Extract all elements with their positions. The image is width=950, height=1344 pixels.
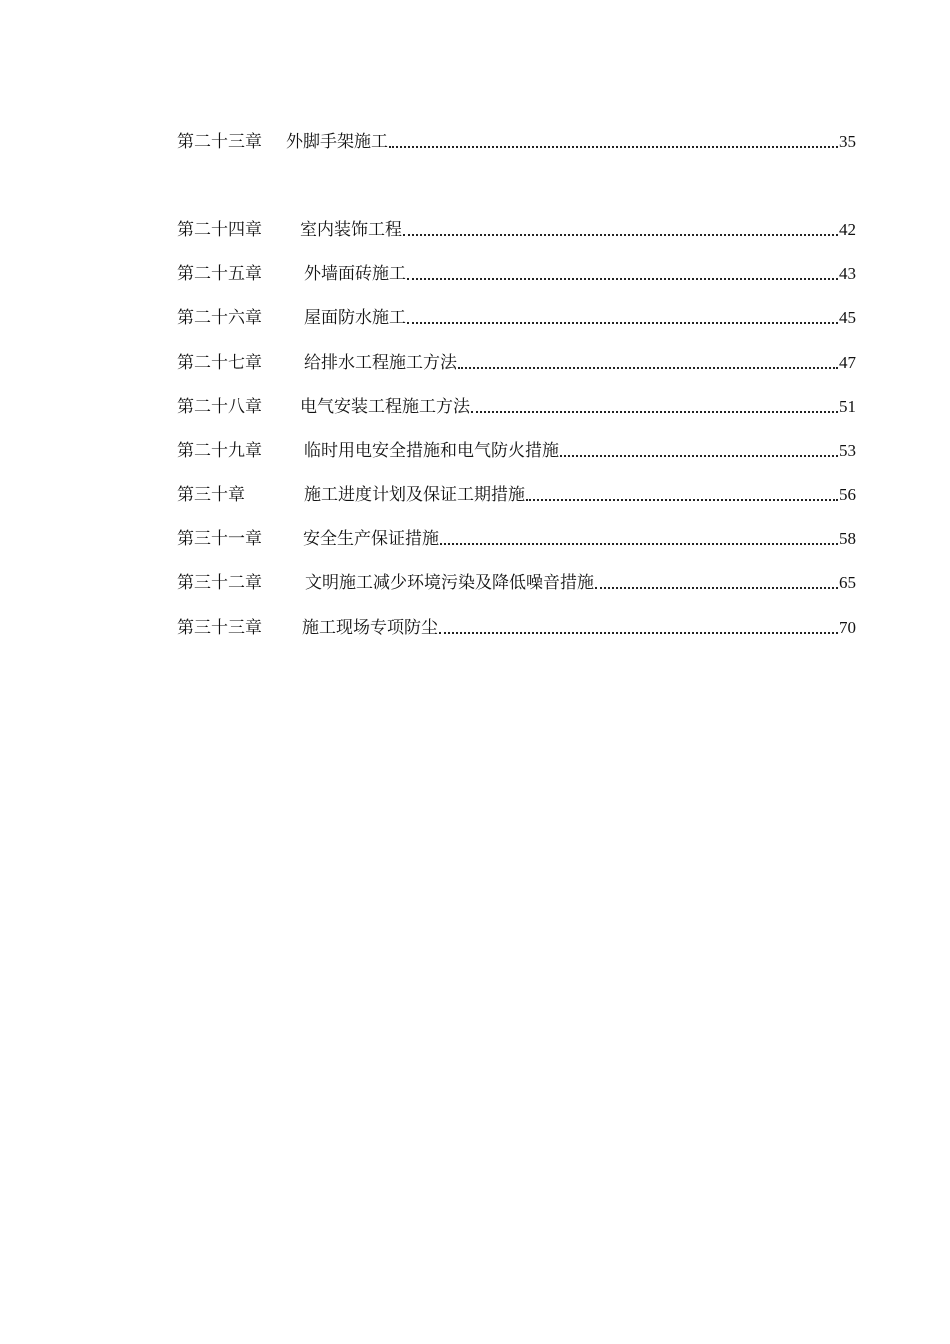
toc-page-number: 70 [839, 618, 856, 637]
toc-page-number: 51 [839, 397, 856, 416]
toc-chapter-title: 屋面防水施工 [304, 308, 406, 328]
toc-chapter-number: 第三十一章 [177, 529, 262, 549]
toc-chapter-title: 临时用电安全措施和电气防火措施 [304, 441, 559, 461]
toc-entry[interactable] [177, 127, 856, 153]
toc-dot-leader [526, 498, 838, 501]
toc-page-number: 35 [839, 132, 856, 151]
toc-chapter-number: 第二十四章 [177, 220, 262, 240]
toc-dot-leader [440, 542, 838, 545]
toc-chapter-number: 第三十章 [177, 485, 245, 505]
toc-page-number: 56 [839, 485, 856, 504]
toc-chapter-number: 第二十九章 [177, 441, 262, 461]
toc-chapter-title: 文明施工减少环境污染及降低噪音措施 [305, 573, 594, 593]
toc-chapter-number: 第二十五章 [177, 264, 262, 284]
toc-chapter-number: 第三十三章 [177, 618, 262, 638]
toc-chapter-title: 电气安装工程施工方法 [300, 397, 470, 417]
toc-page-number: 58 [839, 529, 856, 548]
toc-page-number: 45 [839, 308, 856, 327]
toc-dot-leader [458, 366, 838, 369]
toc-chapter-title: 给排水工程施工方法 [304, 353, 457, 373]
toc-page-number: 42 [839, 220, 856, 239]
toc-chapter-number: 第二十六章 [177, 308, 262, 328]
toc-chapter-number: 第三十二章 [177, 573, 262, 593]
toc-dot-leader [439, 631, 838, 634]
toc-dot-leader [403, 233, 838, 236]
toc-dot-leader [407, 277, 838, 280]
toc-entry[interactable] [177, 613, 856, 639]
toc-chapter-title: 安全生产保证措施 [303, 529, 439, 549]
toc-dot-leader [407, 321, 838, 324]
toc-dot-leader [595, 586, 838, 589]
toc-page-number: 65 [839, 573, 856, 592]
toc-dot-leader [471, 410, 838, 413]
toc-chapter-number: 第二十三章 [177, 132, 262, 152]
toc-entry[interactable] [177, 348, 856, 374]
toc-chapter-number: 第二十八章 [177, 397, 262, 417]
toc-page-number: 43 [839, 264, 856, 283]
toc-chapter-title: 施工现场专项防尘 [302, 618, 438, 638]
toc-chapter-title: 外脚手架施工 [286, 132, 388, 152]
toc-dot-leader [389, 145, 838, 148]
toc-entry[interactable] [177, 436, 856, 462]
toc-entry[interactable] [177, 303, 856, 329]
toc-entry[interactable] [177, 480, 856, 506]
toc-entry[interactable] [177, 392, 856, 418]
toc-entry[interactable] [177, 524, 856, 550]
toc-page-number: 53 [839, 441, 856, 460]
toc-page-number: 47 [839, 353, 856, 372]
toc-entry[interactable] [177, 568, 856, 594]
toc-chapter-title: 施工进度计划及保证工期措施 [304, 485, 525, 505]
toc-chapter-title: 室内装饰工程 [300, 220, 402, 240]
toc-chapter-title: 外墙面砖施工 [304, 264, 406, 284]
toc-dot-leader [560, 454, 838, 457]
toc-entry[interactable] [177, 215, 856, 241]
toc-entry[interactable] [177, 259, 856, 285]
toc-chapter-number: 第二十七章 [177, 353, 262, 373]
